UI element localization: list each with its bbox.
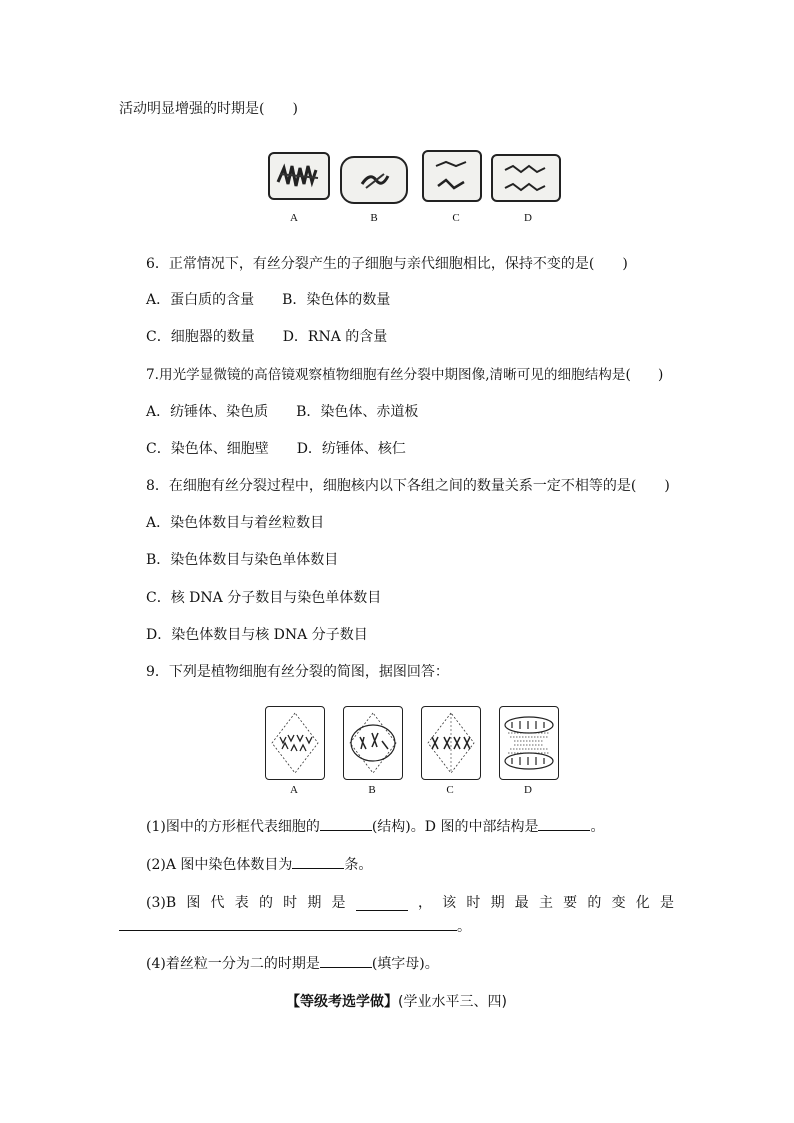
q9-stem: 9．下列是植物细胞有丝分裂的简图，据图回答： <box>146 664 449 680</box>
cell-c-drawing <box>422 707 480 779</box>
micrograph-c <box>422 150 482 202</box>
q9-sub2-blank[interactable] <box>292 868 344 869</box>
q9-sub3-line1 <box>146 894 674 912</box>
q6-options-ab: A．蛋白质的含量 B．染色体的数量 <box>146 292 391 308</box>
q9-sub3-end: 。 <box>457 919 471 935</box>
q9-sub1 <box>146 818 604 836</box>
micrograph-label-d: D <box>524 212 532 224</box>
q9-sub3-char: 时 <box>466 895 481 911</box>
q9-sub3-char: 主 <box>538 895 553 911</box>
micrograph-a-image <box>270 154 328 198</box>
q5-tail: 活动明显增强的时期是( ) <box>119 101 298 117</box>
cell-label-d: D <box>524 784 532 796</box>
micrograph-c-image <box>424 152 480 200</box>
q9-sub1-text-a: (1)图中的方形框代表细胞的 <box>146 819 320 835</box>
q9-sub3-line2 <box>119 918 471 936</box>
cell-label-b: B <box>368 784 376 796</box>
q9-sub3-char: (3)B <box>146 895 177 911</box>
micrograph-d-image <box>493 156 559 200</box>
q9-sub2-text-b: 条。 <box>344 857 373 873</box>
q9-sub3-char: ， <box>417 895 432 911</box>
q9-sub3-char: 期 <box>307 895 322 911</box>
micrograph-a <box>268 152 330 200</box>
q9-sub3-char: 化 <box>635 895 650 911</box>
q9-sub3-char: 时 <box>283 895 298 911</box>
micrograph-label-c: C <box>452 212 460 224</box>
q8-option-b: B．染色体数目与染色单体数目 <box>146 552 339 568</box>
q9-sub3-char: 是 <box>659 895 674 911</box>
cell-d-drawing <box>500 707 558 779</box>
q9-sub3-char: 图 <box>186 895 201 911</box>
q9-sub2-text-a: (2)A 图中染色体数目为 <box>146 857 293 873</box>
q9-sub3-char: 期 <box>490 895 505 911</box>
q9-sub3-char: 该 <box>442 895 457 911</box>
micrograph-d <box>491 154 561 202</box>
q9-sub4 <box>146 955 439 973</box>
q9-sub3-blank-1[interactable] <box>356 894 408 911</box>
micrograph-b <box>340 156 408 204</box>
q7-options-ab: A．纺锤体、染色质 B．染色体、赤道板 <box>146 404 419 420</box>
q9-sub1-blank-1[interactable] <box>320 830 372 831</box>
micrograph-label-a: A <box>290 212 298 224</box>
micrograph-b-image <box>342 158 406 202</box>
q6-stem: 6．正常情况下，有丝分裂产生的子细胞与亲代细胞相比，保持不变的是( ) <box>146 256 628 272</box>
mitosis-cell-a <box>265 706 325 780</box>
section-heading-rest: (学业水平三、四) <box>398 994 507 1010</box>
q9-sub3-char: 最 <box>514 895 529 911</box>
q9-sub3-blank-2[interactable] <box>119 930 457 931</box>
cell-label-c: C <box>446 784 454 796</box>
q9-sub4-text-b: (填字母)。 <box>371 956 439 972</box>
q9-sub4-blank[interactable] <box>320 967 372 968</box>
mitosis-cell-c <box>421 706 481 780</box>
q8-option-a: A．染色体数目与着丝粒数目 <box>146 515 325 531</box>
q9-sub1-blank-2[interactable] <box>538 830 590 831</box>
q9-sub4-text-a: (4)着丝粒一分为二的时期是 <box>146 956 320 972</box>
q9-sub1-text-b: (结构)。D 图的中部结构是 <box>371 819 539 835</box>
cell-label-a: A <box>290 784 298 796</box>
q6-options-cd: C．细胞器的数量 D．RNA 的含量 <box>146 329 388 345</box>
cell-b-drawing <box>344 707 402 779</box>
q9-sub3-char: 的 <box>587 895 602 911</box>
q9-sub1-text-c: 。 <box>590 819 605 835</box>
q9-sub3-char: 是 <box>331 895 346 911</box>
cell-a-drawing <box>266 707 324 779</box>
q8-option-d: D．染色体数目与核 DNA 分子数目 <box>146 627 368 643</box>
q9-sub2 <box>146 856 372 874</box>
q9-sub3-char: 要 <box>563 895 578 911</box>
micrograph-label-b: B <box>370 212 378 224</box>
q8-option-c: C．核 DNA 分子数目与染色单体数目 <box>146 590 382 606</box>
mitosis-cell-d <box>499 706 559 780</box>
q9-sub3-char: 的 <box>258 895 273 911</box>
q7-options-cd: C．染色体、细胞壁 D．纺锤体、核仁 <box>146 441 406 457</box>
section-heading <box>286 993 507 1011</box>
q8-stem: 8．在细胞有丝分裂过程中，细胞核内以下各组之间的数量关系一定不相等的是( ) <box>146 478 670 494</box>
mitosis-cell-b <box>343 706 403 780</box>
q9-sub3-char: 表 <box>234 895 249 911</box>
q9-sub3-char: 变 <box>611 895 626 911</box>
q7-stem: 7.用光学显微镜的高倍镜观察植物细胞有丝分裂中期图像,清晰可见的细胞结构是( ) <box>146 367 664 383</box>
q9-sub3-char: 代 <box>210 895 225 911</box>
section-heading-bold: 【等级考选学做】 <box>286 994 398 1010</box>
